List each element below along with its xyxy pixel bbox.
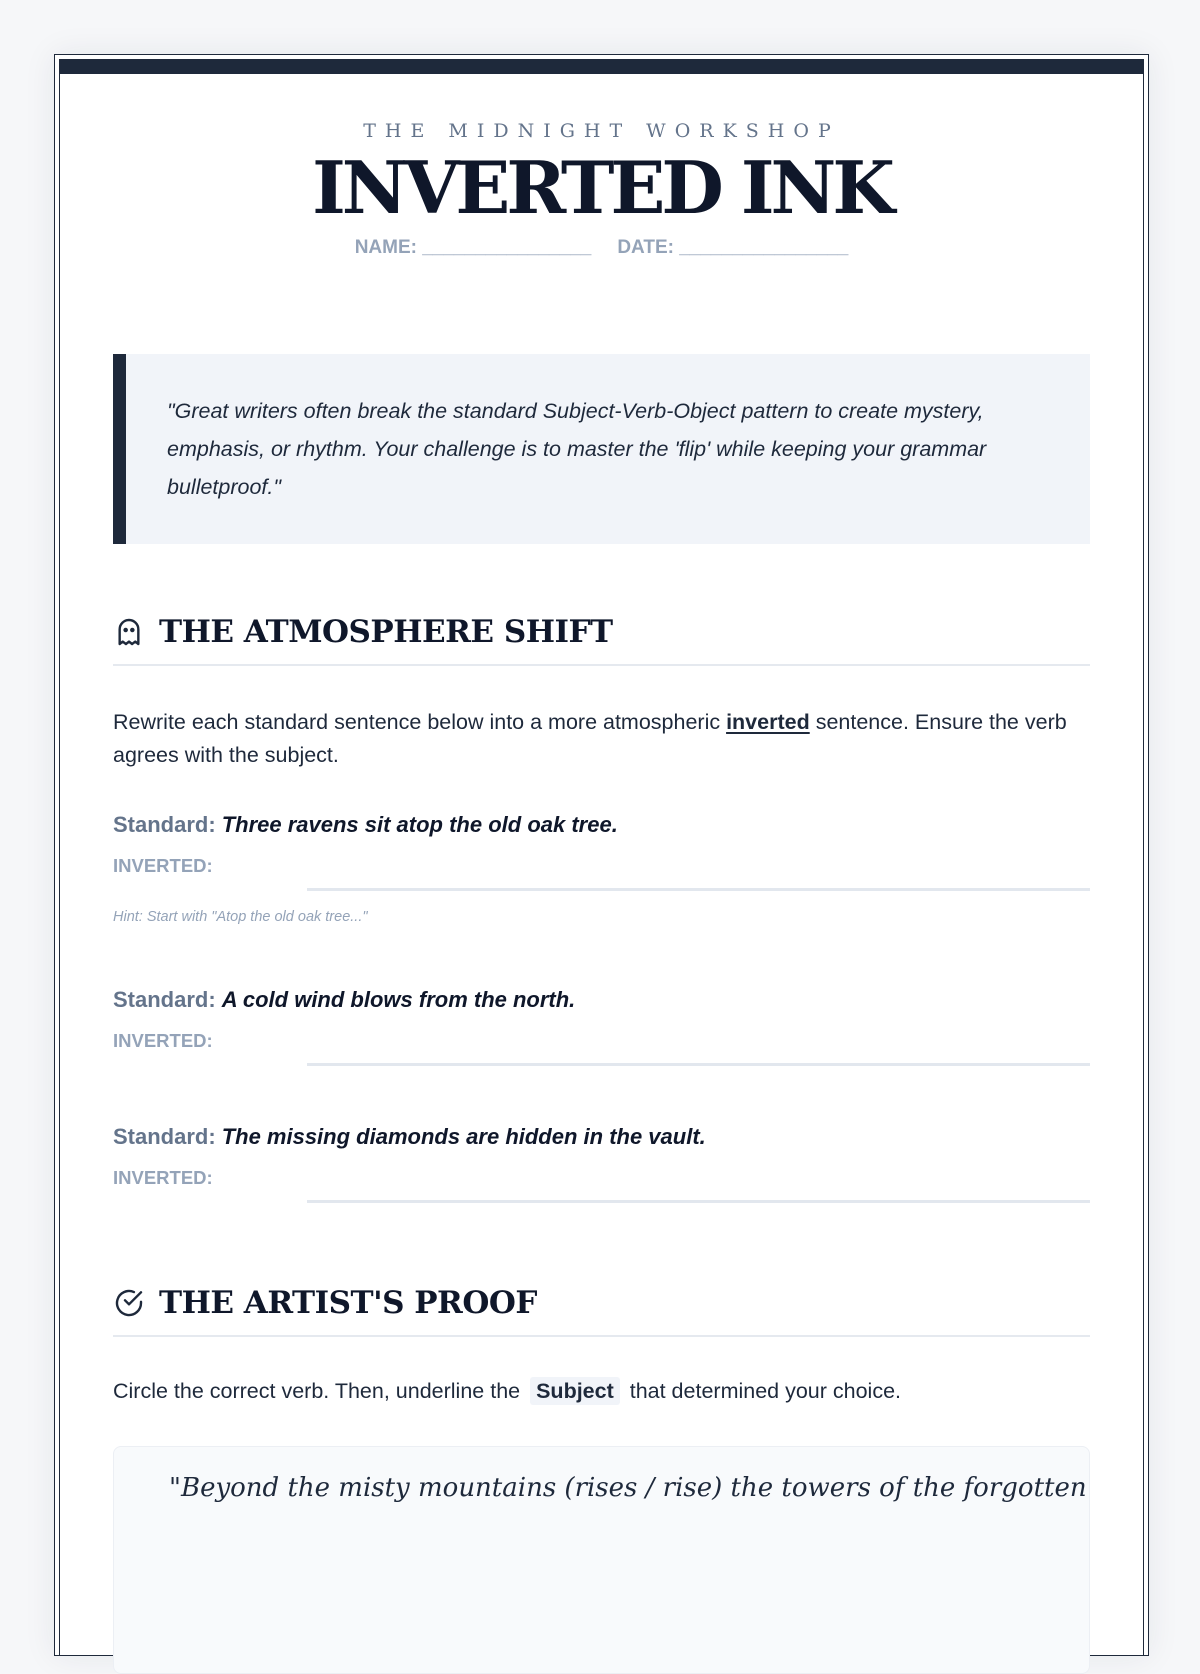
- standard-label: Standard:: [113, 812, 216, 837]
- inverted-label: INVERTED:: [113, 855, 213, 876]
- standard-sentence: [113, 987, 1090, 1013]
- name-field[interactable]: NAME: ________________: [354, 236, 592, 258]
- standard-text: The missing diamonds are hidden in the vault.: [221, 1124, 706, 1149]
- inverted-label: INVERTED:: [113, 1030, 213, 1051]
- keyword-inverted: inverted: [726, 710, 810, 734]
- standard-sentence: [113, 812, 1090, 838]
- intro-quote: "Great writers often break the standard Subject-Verb-Object pattern to create mystery, emphasis, or rhythm. Your challenge is to master the 'flip' while keeping your grammar bulletproof.": [113, 354, 1090, 544]
- standard-text: A cold wind blows from the north.: [221, 987, 576, 1012]
- answer-line[interactable]: [307, 1158, 1090, 1203]
- inverted-answer-row: [113, 1021, 1090, 1066]
- top-bar: [60, 60, 1143, 74]
- subject-highlight: Subject: [530, 1377, 620, 1405]
- student-fields: [60, 237, 1143, 259]
- worksheet-title: INVERTED INK: [312, 145, 891, 230]
- page-inner-border: [59, 59, 1144, 1655]
- standard-label: Standard:: [113, 1124, 216, 1149]
- inverted-label: INVERTED:: [113, 1167, 213, 1188]
- section-title: THE ARTIST'S PROOF: [159, 1285, 537, 1321]
- section-artists-proof-heading: [113, 1285, 1090, 1337]
- instructions-text: Rewrite each standard sentence below into a more atmospheric: [113, 710, 727, 734]
- section-title: THE ATMOSPHERE SHIFT: [159, 614, 613, 650]
- date-field[interactable]: DATE: ________________: [617, 236, 849, 258]
- proof-sentence-box: [113, 1446, 1090, 1674]
- exercise-1: [113, 812, 1090, 925]
- section1-instructions: [113, 706, 1090, 772]
- worksheet-content: [113, 354, 1090, 1674]
- inverted-answer-row: [113, 1158, 1090, 1203]
- standard-label: Standard:: [113, 987, 216, 1012]
- inverted-answer-row: [113, 846, 1090, 891]
- answer-line[interactable]: [307, 846, 1090, 891]
- section-atmosphere-shift-heading: [113, 614, 1090, 666]
- standard-text: Three ravens sit atop the old oak tree.: [221, 812, 618, 837]
- exercise-3: [113, 1124, 1090, 1203]
- check-circle-icon: [113, 1287, 145, 1319]
- worksheet-header: [60, 120, 1143, 259]
- exercise-2: [113, 987, 1090, 1066]
- instructions-text-end: sentence. Ensure the verb agrees with the subject.: [113, 710, 1067, 767]
- answer-line[interactable]: [307, 1021, 1090, 1066]
- ghost-icon: [113, 616, 145, 648]
- section2-instructions: [113, 1375, 1090, 1408]
- workshop-kicker: THE MIDNIGHT WORKSHOP: [363, 120, 840, 142]
- worksheet-page: [54, 54, 1149, 1656]
- standard-sentence: [113, 1124, 1090, 1150]
- proof-sentence[interactable]: "Beyond the misty mountains (rises / rise) the towers of the forgotten: [169, 1473, 1087, 1503]
- instructions-text: Circle the correct verb. Then, underline the: [113, 1379, 527, 1403]
- hint-text: Hint: Start with "Atop the old oak tree...": [113, 909, 368, 925]
- instructions-text-end: that determined your choice.: [623, 1379, 902, 1403]
